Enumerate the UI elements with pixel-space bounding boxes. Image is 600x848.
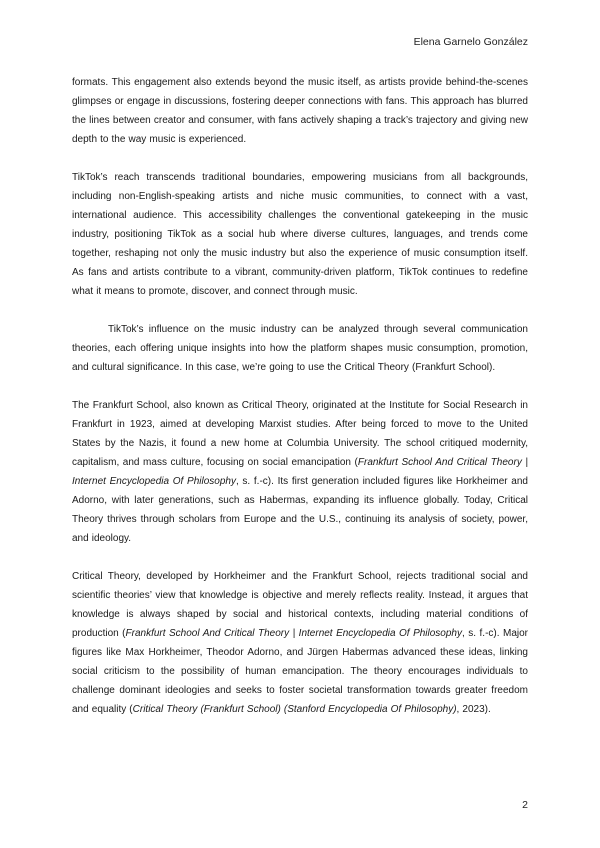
citation: Frankfurt School And Critical Theory | Internet Encyclopedia Of Philosophy [125,628,462,639]
paragraph-critical-theory [72,567,528,719]
text-run: Critical Theory, developed by Horkheimer and the Frankfurt School, rejects traditional social and scientific theories’ view that knowledge is objective and merely reflects reality. Instead, it argues that knowledge is always shaped by social and historical contexts, including material conditions of production ( [72,571,528,639]
text-run: The Frankfurt School, also known as Critical Theory, originated at the Institute for Social Research in Frankfurt in 1923, aimed at developing Marxist studies. After being forced to move to the United States by the Nazis, it found a new home at Columbia University. The school critiqued modernity, capitalism, and mass culture, focusing on social emancipation ( [72,400,528,468]
text-run: , s. f.-c). Major figures like Max Horkheimer, Theodor Adorno, and Jürgen Habermas advanced these ideas, linking social criticism to the possibility of human emancipation. The theory encourages individuals to challenge dominant ideologies and seeks to foster societal transformation towards greater freedom and equality ( [72,628,528,715]
paragraph-reach: TikTok’s reach transcends traditional boundaries, empowering musicians from all backgrounds, including non-English-speaking artists and niche music communities, to connect with a vast, international audience. This accessibility challenges the conventional gatekeeping in the music industry, positioning TikTok as a social hub where diverse cultures, languages, and trends come together, reshaping not only the music industry but also the experience of music consumption itself. As fans and artists contribute to a vibrant, community-driven platform, TikTok continues to redefine what it means to promote, discover, and connect through music. [72,172,528,297]
paragraph-frankfurt-school [72,396,528,548]
page-number: 2 [522,799,528,811]
author-name: Elena Garnelo González [413,36,528,48]
paragraph-theories-intro: TikTok’s influence on the music industry can be analyzed through several communication theories, each offering unique insights into how the platform shapes music consumption, promotion, and cultural significance. In this case, we’re going to use the Critical Theory (Frankfurt School). [72,324,528,373]
text-run: , s. f.-c). Its first generation included figures like Horkheimer and Adorno, with later generations, such as Habermas, expanding its influence globally. Today, Critical Theory thrives through scholars from Europe and the U.S., continuing its analysis of society, power, and ideology. [72,476,528,544]
paragraph-engagement: formats. This engagement also extends beyond the music itself, as artists provide behind-the-scenes glimpses or engage in discussions, fostering deeper connections with fans. This approach has blurred the lines between creator and consumer, with fans actively shaping a track’s trajectory and giving new depth to the way music is experienced. [72,77,528,145]
document-body [72,73,528,738]
citation: Frankfurt School And Critical Theory | Internet Encyclopedia Of Philosophy [72,457,528,487]
citation: Critical Theory (Frankfurt School) (Stanford Encyclopedia Of Philosophy) [132,704,457,715]
text-run: , 2023). [456,704,491,715]
